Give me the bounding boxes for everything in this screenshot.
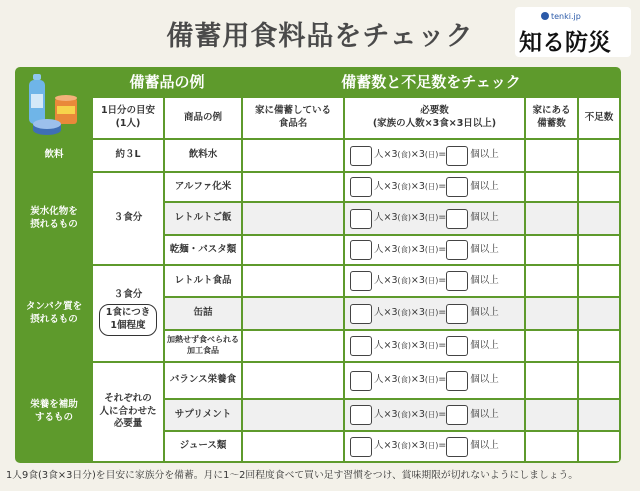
calc-text: ×3: [410, 212, 425, 224]
logo-site: tenki.jp: [551, 12, 581, 21]
total-input[interactable]: [446, 304, 468, 324]
calc-text: =: [438, 374, 447, 386]
header-check-counts: 備蓄数と不足数をチェック: [341, 73, 521, 92]
calc-text: ×3: [410, 180, 425, 192]
product-example: サプリメント: [165, 400, 241, 430]
col-daily-amount: 1日分の目安 (1人): [93, 98, 163, 138]
food-icons: [25, 72, 85, 137]
calc-text: (食): [397, 150, 411, 160]
product-example: バランス栄養食: [165, 363, 241, 398]
home-count-input[interactable]: [526, 363, 577, 398]
product-example: アルファ化米: [165, 173, 241, 201]
total-input[interactable]: [446, 240, 468, 260]
calc-text: =: [438, 440, 447, 452]
needed-calc: [345, 203, 524, 234]
daily-amount-value: ３食分: [113, 289, 143, 301]
needed-calc: [345, 400, 524, 430]
product-example: レトルトご飯: [165, 203, 241, 234]
calc-text: =: [438, 212, 447, 224]
calc-text: ×3: [410, 374, 425, 386]
home-stock-name-input[interactable]: [243, 266, 343, 296]
calc-text: 人×3: [374, 180, 398, 192]
tenki-icon: [541, 12, 549, 20]
calc-text: =: [438, 274, 447, 286]
home-count-input[interactable]: [526, 432, 577, 461]
product-example: 加熱せず食べられる 加工食品: [165, 331, 241, 361]
home-count-input[interactable]: [526, 400, 577, 430]
calc-text: =: [438, 180, 447, 192]
category-label: 炭水化物を 摂れるもの: [17, 173, 91, 264]
needed-calc: [345, 236, 524, 264]
shortage-input[interactable]: [579, 203, 619, 234]
people-input[interactable]: [350, 177, 372, 197]
needed-calc: [345, 173, 524, 201]
calc-text: ×3: [410, 440, 425, 452]
category-label: 飲料: [17, 140, 91, 171]
shortage-input[interactable]: [579, 432, 619, 461]
calc-text: 個以上: [470, 307, 499, 319]
calc-text: 個以上: [470, 149, 499, 161]
daily-amount: [93, 266, 163, 361]
calc-text: ×3: [410, 408, 425, 420]
calc-text: (日): [424, 213, 439, 223]
calc-text: (食): [397, 441, 411, 451]
calc-text: (日): [424, 244, 439, 254]
people-input[interactable]: [350, 271, 372, 291]
calc-text: 個以上: [470, 339, 499, 351]
calc-text: 人×3: [374, 274, 398, 286]
needed-calc: [345, 331, 524, 361]
daily-amount: [93, 173, 163, 264]
product-example: ジュース類: [165, 432, 241, 461]
home-count-input[interactable]: [526, 203, 577, 234]
calc-text: (日): [424, 308, 439, 318]
stockpile-table: [15, 67, 621, 463]
people-input[interactable]: [350, 304, 372, 324]
home-stock-name-input[interactable]: [243, 203, 343, 234]
header-stockpile-examples: 備蓄品の例: [129, 73, 205, 92]
home-count-input[interactable]: [526, 298, 577, 329]
calc-text: 個以上: [470, 408, 499, 420]
shortage-input[interactable]: [579, 140, 619, 171]
water-bottle-icon: [29, 74, 45, 124]
total-input[interactable]: [446, 405, 468, 425]
calc-text: 人×3: [374, 307, 398, 319]
col-home-stock-name: 家に備蓄している 食品名: [243, 98, 343, 138]
shortage-input[interactable]: [579, 363, 619, 398]
home-stock-name-input[interactable]: [243, 432, 343, 461]
calc-text: =: [438, 243, 447, 255]
calc-text: 個以上: [470, 180, 499, 192]
calc-text: (食): [397, 275, 411, 285]
calc-text: 個以上: [470, 243, 499, 255]
calc-text: (食): [397, 409, 411, 419]
needed-calc: [345, 140, 524, 171]
needed-calc: [345, 432, 524, 461]
home-stock-name-input[interactable]: [243, 140, 343, 171]
calc-text: 個以上: [470, 440, 499, 452]
home-count-input[interactable]: [526, 140, 577, 171]
calc-text: =: [438, 408, 447, 420]
calc-text: (食): [397, 308, 411, 318]
category-label: タンパク質を 摂れるもの: [17, 266, 91, 361]
product-example: 乾麺・パスタ類: [165, 236, 241, 264]
needed-calc: [345, 298, 524, 329]
people-input[interactable]: [350, 240, 372, 260]
people-input[interactable]: [350, 336, 372, 356]
can-icon: [55, 95, 77, 124]
calc-text: (日): [424, 441, 439, 451]
category-label: 栄養を補助 するもの: [17, 363, 91, 461]
daily-amount-value: それぞれの 人に合わせた 必要量: [99, 392, 157, 430]
col-needed-count: 必要数 (家族の人数×3食×3日以上): [345, 98, 524, 138]
home-stock-name-input[interactable]: [243, 363, 343, 398]
calc-text: (日): [424, 181, 439, 191]
calc-text: (食): [397, 213, 411, 223]
calc-text: (日): [424, 340, 439, 350]
tin-icon: [33, 119, 61, 135]
calc-text: 人×3: [374, 440, 398, 452]
calc-text: =: [438, 307, 447, 319]
calc-text: 個以上: [470, 274, 499, 286]
total-input[interactable]: [446, 271, 468, 291]
home-stock-name-input[interactable]: [243, 236, 343, 264]
calc-text: (日): [424, 409, 439, 419]
shortage-input[interactable]: [579, 236, 619, 264]
calc-text: 個以上: [470, 374, 499, 386]
people-input[interactable]: [350, 209, 372, 229]
people-input[interactable]: [350, 437, 372, 457]
col-home-count: 家にある 備蓄数: [526, 98, 577, 138]
people-input[interactable]: [350, 371, 372, 391]
calc-text: 人×3: [374, 243, 398, 255]
home-count-input[interactable]: [526, 331, 577, 361]
calc-text: =: [438, 339, 447, 351]
home-count-input[interactable]: [526, 236, 577, 264]
total-input[interactable]: [446, 336, 468, 356]
total-input[interactable]: [446, 177, 468, 197]
calc-text: (食): [397, 244, 411, 254]
shortage-input[interactable]: [579, 331, 619, 361]
needed-calc: [345, 266, 524, 296]
calc-text: ×3: [410, 274, 425, 286]
home-stock-name-input[interactable]: [243, 331, 343, 361]
total-input[interactable]: [446, 437, 468, 457]
calc-text: 人×3: [374, 408, 398, 420]
daily-amount-note: 1食につき 1個程度: [99, 304, 157, 336]
home-stock-name-input[interactable]: [243, 298, 343, 329]
calc-text: (食): [397, 340, 411, 350]
home-stock-name-input[interactable]: [243, 400, 343, 430]
calc-text: (食): [397, 181, 411, 191]
people-input[interactable]: [350, 146, 372, 166]
calc-text: (日): [424, 150, 439, 160]
calc-text: (日): [424, 275, 439, 285]
daily-amount: [93, 363, 163, 461]
calc-text: =: [438, 149, 447, 161]
calc-text: ×3: [410, 243, 425, 255]
calc-text: ×3: [410, 339, 425, 351]
col-product-example: 商品の例: [165, 98, 241, 138]
shortage-input[interactable]: [579, 298, 619, 329]
total-input[interactable]: [446, 146, 468, 166]
calc-text: (日): [424, 375, 439, 385]
calc-text: (食): [397, 375, 411, 385]
needed-calc: [345, 363, 524, 398]
home-stock-name-input[interactable]: [243, 173, 343, 201]
shortage-input[interactable]: [579, 266, 619, 296]
daily-amount-value: 約３L: [115, 149, 141, 161]
calc-text: 個以上: [470, 212, 499, 224]
product-example: 飲料水: [165, 140, 241, 171]
calc-text: 人×3: [374, 212, 398, 224]
footnote: 1人9食(3食×3日分)を目安に家族分を備蓄。月に1〜2回程度食べて買い足す習慣をつけ、賞味期限が切れないようにしましょう。: [6, 470, 579, 481]
home-count-input[interactable]: [526, 173, 577, 201]
page-title: 備蓄用食料品をチェック: [166, 21, 474, 52]
people-input[interactable]: [350, 405, 372, 425]
product-example: 缶詰: [165, 298, 241, 329]
calc-text: ×3: [410, 149, 425, 161]
tenki-logo: [515, 7, 631, 57]
calc-text: 人×3: [374, 149, 398, 161]
home-count-input[interactable]: [526, 266, 577, 296]
product-example: レトルト食品: [165, 266, 241, 296]
shortage-input[interactable]: [579, 173, 619, 201]
logo-brand: 知る防災: [519, 30, 611, 56]
total-input[interactable]: [446, 371, 468, 391]
total-input[interactable]: [446, 209, 468, 229]
calc-text: 人×3: [374, 339, 398, 351]
daily-amount: [93, 140, 163, 171]
calc-text: 人×3: [374, 374, 398, 386]
calc-text: ×3: [410, 307, 425, 319]
col-shortage: 不足数: [579, 98, 619, 138]
daily-amount-value: ３食分: [113, 212, 143, 224]
shortage-input[interactable]: [579, 400, 619, 430]
